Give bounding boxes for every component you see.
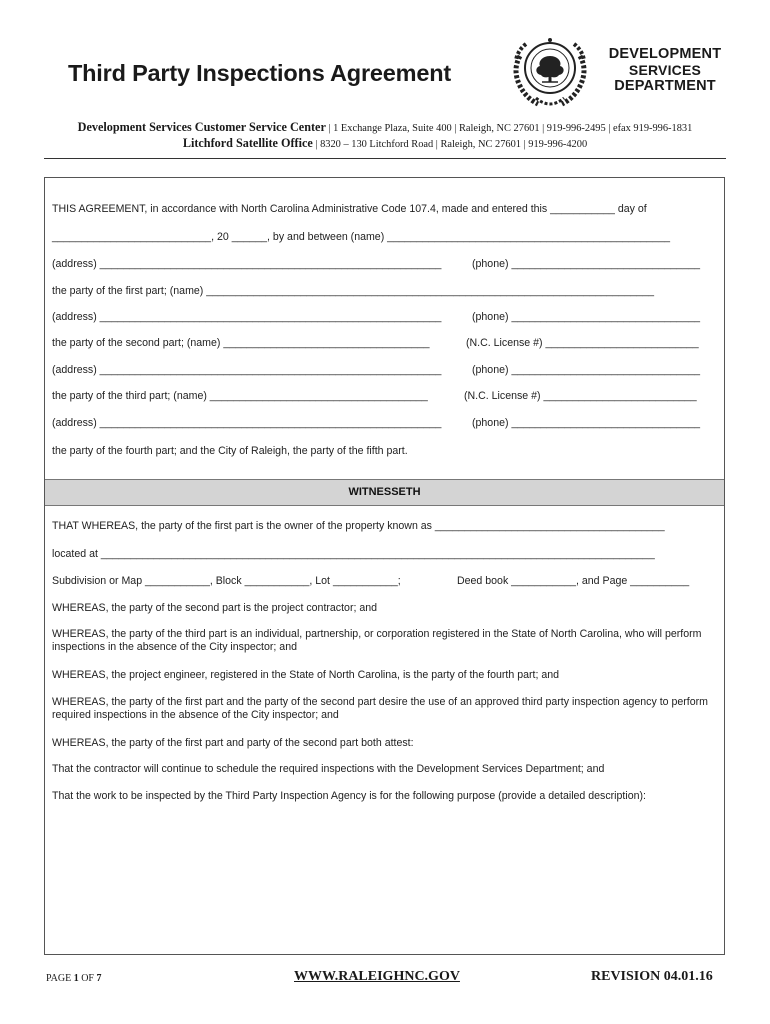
header-divider bbox=[44, 158, 726, 159]
second-party-address-field[interactable]: (address) __________________________________________________________ bbox=[52, 364, 442, 376]
page-of: OF bbox=[78, 973, 97, 984]
first-party-address-field[interactable]: (address) __________________________________________________________ bbox=[52, 258, 442, 270]
subdivision-block-lot-fields[interactable]: Subdivision or Map ___________, Block ___________, Lot ___________; bbox=[52, 575, 401, 587]
office-name-satellite: Litchford Satellite Office bbox=[182, 136, 313, 150]
department-line-1: DEVELOPMENT bbox=[608, 46, 722, 62]
third-party-name-field[interactable]: the party of the third part; (name) _____________________________________ bbox=[52, 390, 428, 402]
property-known-as-field[interactable]: THAT WHEREAS, the party of the first part is the owner of the property known as _______________________________________ bbox=[52, 520, 665, 532]
whereas-attest-text: WHEREAS, the party of the first part and party of the second part both attest: bbox=[52, 737, 414, 749]
third-party-license-field[interactable]: (N.C. License #) __________________________ bbox=[464, 390, 697, 402]
agreement-line-year-name[interactable]: ___________________________, 20 ______, by and between (name) ________________________________________________ bbox=[52, 231, 670, 243]
city-seal-logo bbox=[506, 26, 594, 114]
whereas-third-party-text: WHEREAS, the party of the third part is an individual, partnership, or corporation registered in the State of North Carolina, who will perform inspections in the absence of the City inspector; and bbox=[52, 628, 702, 653]
work-purpose-text: That the work to be inspected by the Third Party Inspection Agency is for the following purpose (provide a detailed description): bbox=[52, 790, 646, 802]
department-line-3: DEPARTMENT bbox=[614, 78, 716, 94]
second-party-name-field[interactable]: the party of the second part; (name) ___________________________________ bbox=[52, 337, 430, 349]
witnesseth-band bbox=[45, 479, 724, 506]
website-link[interactable]: WWW.RALEIGHNC.GOV bbox=[294, 969, 460, 984]
office-details-satellite: | 8320 – 130 Litchford Road | Raleigh, NC 27601 | 919-996-4200 bbox=[312, 139, 588, 150]
office-details-main: | 1 Exchange Plaza, Suite 400 | Raleigh, NC 27601 | 919-996-2495 | efax 919-996-1831 bbox=[325, 123, 693, 134]
office-name-main: Development Services Customer Service Center bbox=[77, 120, 326, 134]
department-line-2: SERVICES bbox=[628, 62, 702, 78]
third-party-phone-field[interactable]: (phone) ________________________________ bbox=[472, 417, 700, 429]
office-address-main bbox=[0, 120, 770, 135]
second-party-license-field[interactable]: (N.C. License #) __________________________ bbox=[466, 337, 699, 349]
third-party-address-field[interactable]: (address) __________________________________________________________ bbox=[52, 417, 442, 429]
fourth-fifth-party-text: the party of the fourth part; and the City of Raleigh, the party of the fifth part. bbox=[52, 445, 408, 457]
witnesseth-heading: WITNESSETH bbox=[348, 486, 421, 498]
page-total: 7 bbox=[96, 973, 102, 984]
department-logo-text bbox=[603, 46, 727, 94]
whereas-desire-text: WHEREAS, the party of the first part and the party of the second part desire the use of an approved third party inspection agency to perform required inspections in the absence of the City inspector; and bbox=[52, 696, 708, 721]
whereas-engineer-text: WHEREAS, the project engineer, registered in the State of North Carolina, is the party of the fourth part; and bbox=[52, 669, 560, 681]
whereas-contractor-text: WHEREAS, the party of the second part is the project contractor; and bbox=[52, 602, 378, 614]
page-prefix: PAGE bbox=[46, 973, 74, 984]
agreement-line-date[interactable]: THIS AGREEMENT, in accordance with North Carolina Administrative Code 107.4, made and entered this ___________ day of bbox=[52, 203, 647, 215]
first-party-phone-field[interactable]: (phone) ________________________________ bbox=[472, 258, 700, 270]
deed-book-page-fields[interactable]: Deed book ___________, and Page __________ bbox=[457, 575, 690, 587]
revision-label: REVISION 04.01.16 bbox=[591, 969, 713, 984]
located-at-field[interactable]: located at ______________________________________________________________________________________________ bbox=[52, 548, 655, 560]
page-number: 1 bbox=[73, 973, 79, 984]
first-party-name-field[interactable]: the party of the first part; (name) ____________________________________________________________________________ bbox=[52, 285, 655, 297]
office-address-satellite bbox=[0, 136, 770, 151]
first-party-phone-2-field[interactable]: (phone) ________________________________ bbox=[472, 311, 700, 323]
second-party-phone-field[interactable]: (phone) ________________________________ bbox=[472, 364, 700, 376]
contractor-schedule-text: That the contractor will continue to schedule the required inspections with the Development Services Department; and bbox=[52, 763, 605, 775]
page-title: Third Party Inspections Agreement bbox=[68, 60, 451, 86]
page-indicator bbox=[46, 973, 102, 984]
first-party-address-2-field[interactable]: (address) __________________________________________________________ bbox=[52, 311, 442, 323]
